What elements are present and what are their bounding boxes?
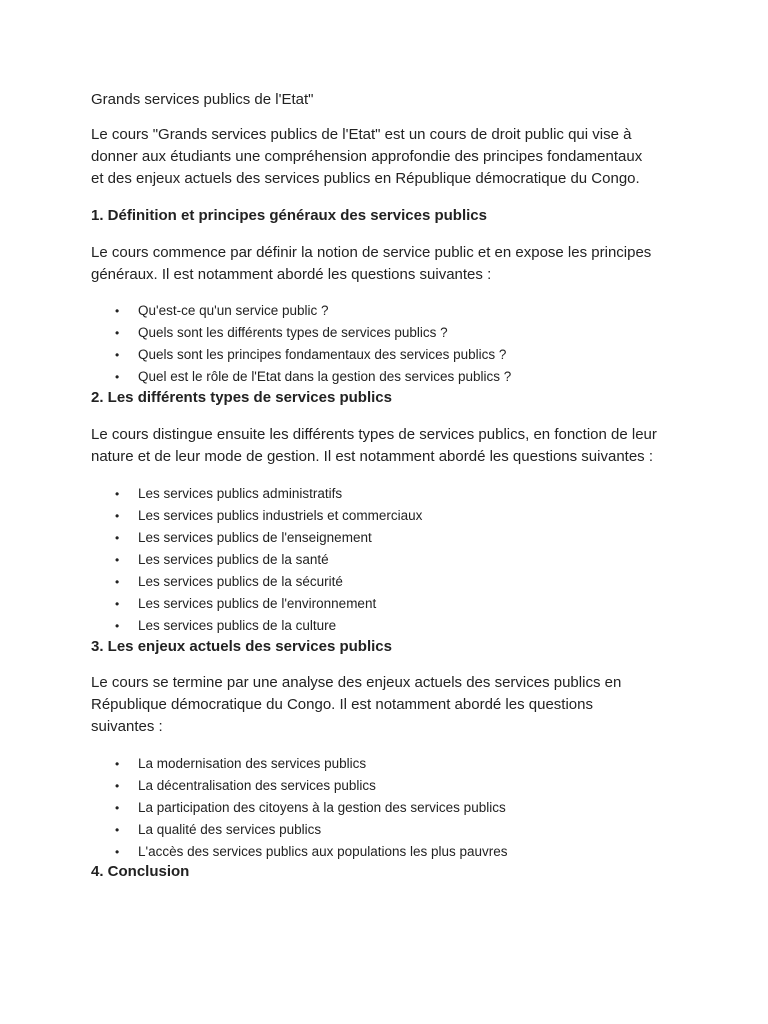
list-item-text: La participation des citoyens à la gestion des services publics [138,800,506,815]
bullet-icon [115,841,123,863]
bullet-icon [115,300,123,322]
bullet-icon [115,775,123,797]
list-item [91,593,691,615]
list-item-text: Les services publics de la culture [138,618,337,633]
list-item-text: Quel est le rôle de l'Etat dans la gestion des services publics ? [138,369,512,384]
list-item-text: Quels sont les différents types de services publics ? [138,325,448,340]
list-item [91,300,691,322]
paragraph-line: suivantes : [91,718,163,735]
section-1-heading: 1. Définition et principes généraux des services publics [91,207,487,224]
list-item [91,505,691,527]
list-item [91,366,691,388]
list-item-text: L'accès des services publics aux populations les plus pauvres [138,844,508,859]
bullet-icon [115,344,123,366]
section-3-heading-block [91,636,691,658]
section-1-heading-block [91,205,691,227]
section-4-heading: 4. Conclusion [91,863,190,880]
bullet-icon [115,615,123,637]
bullet-icon [115,366,123,388]
bullet-icon [115,797,123,819]
list-item-text: Les services publics industriels et commerciaux [138,508,423,523]
section-3-bullet-list [91,753,691,863]
document-title: Grands services publics de l'Etat" [91,91,314,108]
list-item-text: Qu'est-ce qu'un service public ? [138,303,329,318]
document-title-block [91,89,691,111]
list-item-text: La décentralisation des services publics [138,778,376,793]
section-2-bullet-list [91,483,691,637]
bullet-icon [115,549,123,571]
paragraph-line: Le cours "Grands services publics de l'Etat" est un cours de droit public qui vise à [91,126,632,143]
paragraph-line: Le cours commence par définir la notion de service public et en expose les principes [91,244,652,261]
list-item [91,615,691,637]
list-item [91,549,691,571]
list-item [91,344,691,366]
list-item [91,841,691,863]
list-item [91,527,691,549]
list-item [91,797,691,819]
paragraph-line: nature et de leur mode de gestion. Il est notamment abordé les questions suivantes : [91,448,654,465]
list-item [91,753,691,775]
list-item-text: Les services publics administratifs [138,486,343,501]
paragraph-line: et des enjeux actuels des services publics en République démocratique du Congo. [91,170,640,187]
list-item-text: Les services publics de l'environnement [138,596,377,611]
bullet-icon [115,593,123,615]
section-2-paragraph [91,424,691,468]
paragraph-line: donner aux étudiants une compréhension approfondie des principes fondamentaux [91,148,643,165]
intro-paragraph [91,124,691,190]
bullet-icon [115,322,123,344]
bullet-icon [115,505,123,527]
section-3-heading: 3. Les enjeux actuels des services publics [91,638,392,655]
list-item-text: Les services publics de l'enseignement [138,530,372,545]
section-3-paragraph [91,672,691,738]
list-item [91,775,691,797]
bullet-icon [115,753,123,775]
list-item [91,571,691,593]
list-item-text: Les services publics de la sécurité [138,574,343,589]
bullet-icon [115,483,123,505]
list-item-text: La modernisation des services publics [138,756,367,771]
list-item [91,483,691,505]
paragraph-line: Le cours se termine par une analyse des enjeux actuels des services publics en [91,674,622,691]
list-item-text: La qualité des services publics [138,822,322,837]
section-1-paragraph [91,242,691,286]
bullet-icon [115,527,123,549]
bullet-icon [115,571,123,593]
list-item-text: Les services publics de la santé [138,552,329,567]
section-4-heading-block [91,861,691,883]
section-1-bullet-list [91,300,691,388]
section-2-heading-block [91,387,691,409]
paragraph-line: généraux. Il est notamment abordé les questions suivantes : [91,266,492,283]
list-item [91,322,691,344]
paragraph-line: Le cours distingue ensuite les différents types de services publics, en fonction de leur [91,426,657,443]
list-item-text: Quels sont les principes fondamentaux des services publics ? [138,347,507,362]
paragraph-line: République démocratique du Congo. Il est notamment abordé les questions [91,696,593,713]
bullet-icon [115,819,123,841]
list-item [91,819,691,841]
section-2-heading: 2. Les différents types de services publics [91,389,392,406]
